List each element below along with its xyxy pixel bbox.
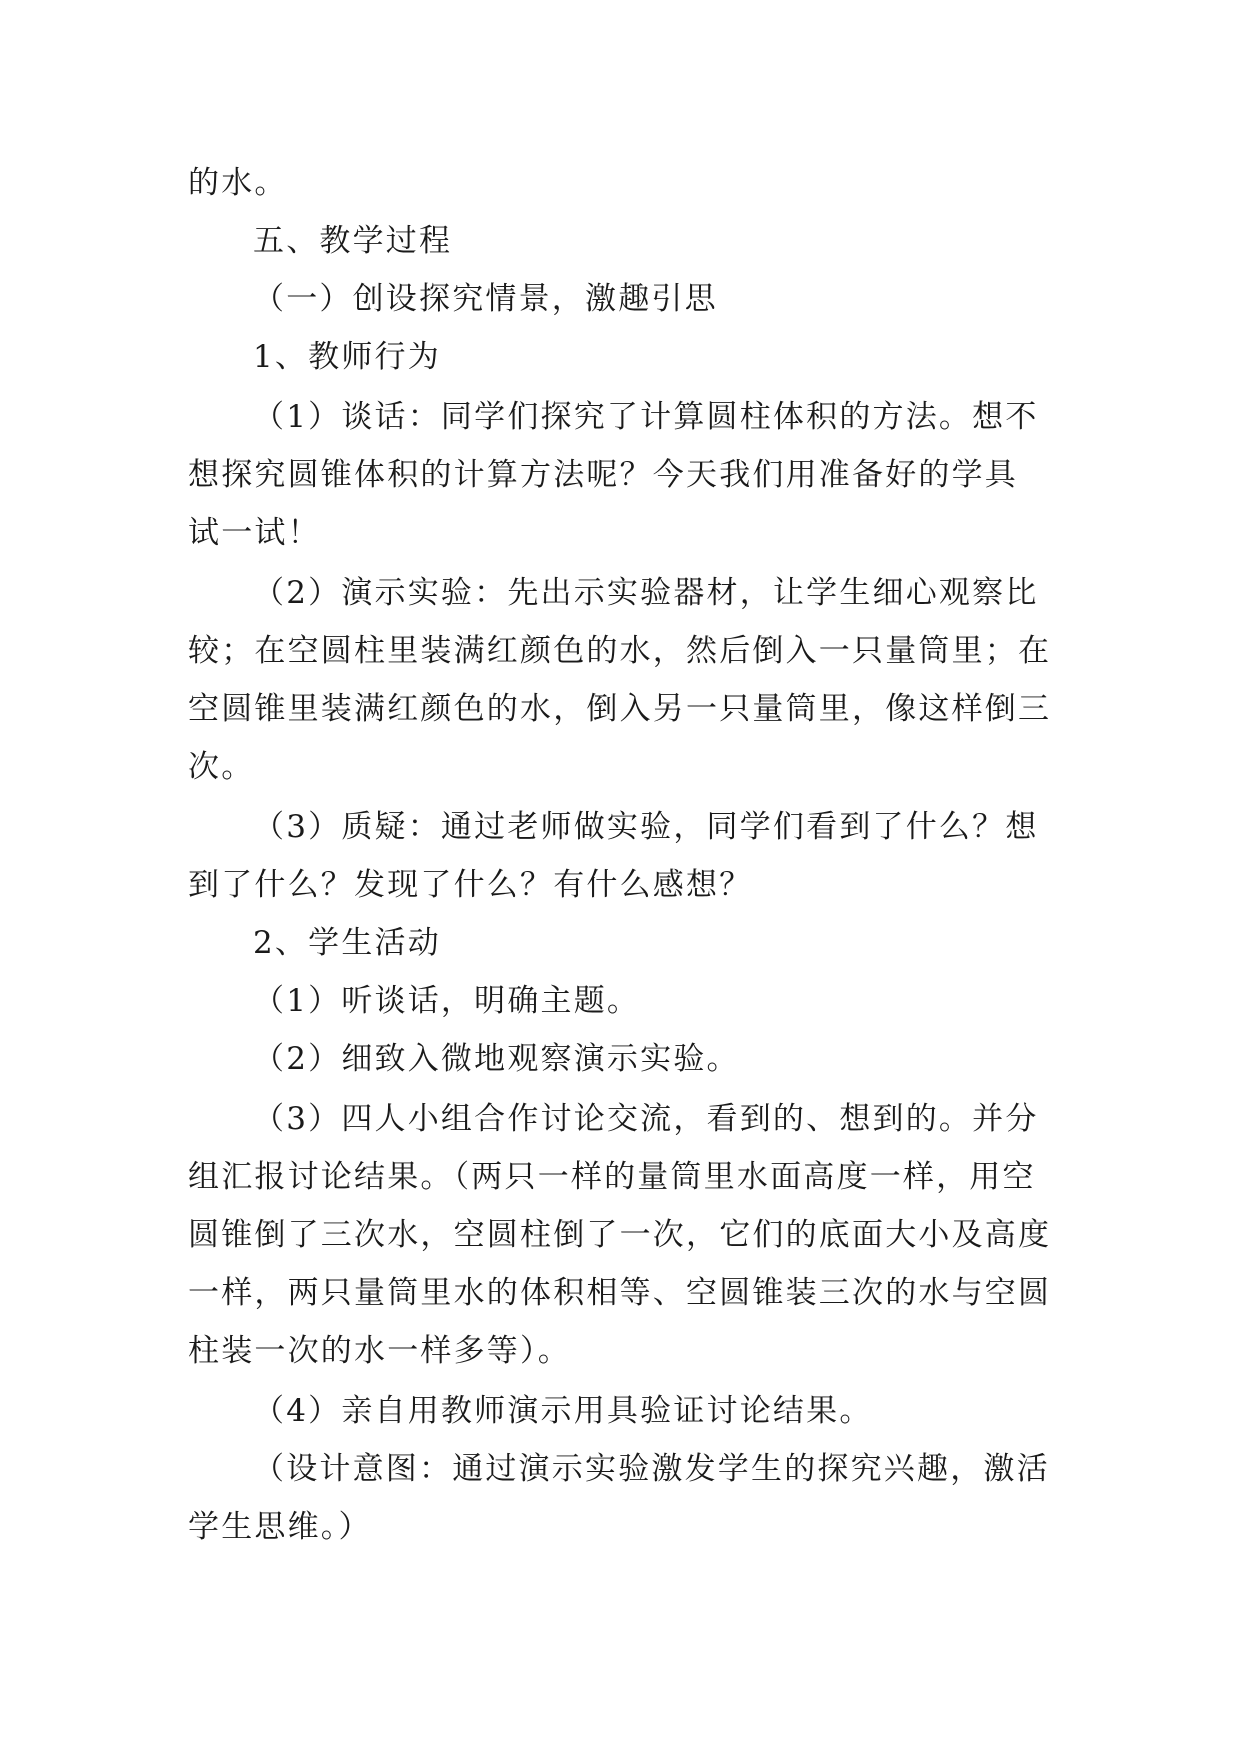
text-line: 想探究圆锥体积的计算方法呢？今天我们用准备好的学具 xyxy=(188,457,1018,493)
text-line: 较；在空圆柱里装满红颜色的水，然后倒入一只量筒里；在 xyxy=(188,633,1052,669)
item-heading: 2、学生活动 xyxy=(253,925,441,961)
text-line: 空圆锥里装满红颜色的水，倒入另一只量筒里，像这样倒三 xyxy=(188,691,1052,727)
section-heading: 五、教学过程 xyxy=(253,223,453,259)
text-line: 的水。 xyxy=(188,165,288,201)
text-line: 次。 xyxy=(188,749,255,785)
text-line: （2）细致入微地观察演示实验。 xyxy=(253,1041,740,1077)
text-line: 一样，两只量筒里水的体积相等、空圆锥装三次的水与空圆 xyxy=(188,1275,1052,1311)
subsection-heading: （一）创设探究情景，激趣引思 xyxy=(253,281,718,317)
text-line: （3）质疑：通过老师做实验，同学们看到了什么？想 xyxy=(253,809,1039,845)
text-line: 试一试！ xyxy=(188,515,321,551)
text-line: （3）四人小组合作讨论交流，看到的、想到的。并分 xyxy=(253,1101,1039,1137)
text-line: 圆锥倒了三次水，空圆柱倒了一次，它们的底面大小及高度 xyxy=(188,1217,1052,1253)
text-line: 学生思维。） xyxy=(188,1509,372,1545)
text-line: 到了什么？发现了什么？有什么感想？ xyxy=(188,867,753,903)
text-line: （设计意图：通过演示实验激发学生的探究兴趣，激活 xyxy=(253,1451,1050,1487)
text-line: （1）谈话：同学们探究了计算圆柱体积的方法。想不 xyxy=(253,399,1039,435)
text-line: 组汇报讨论结果。（两只一样的量筒里水面高度一样，用空 xyxy=(188,1159,1036,1195)
text-line: 柱装一次的水一样多等）。 xyxy=(188,1333,571,1369)
text-line: （1）听谈话，明确主题。 xyxy=(253,983,641,1019)
text-line: （2）演示实验：先出示实验器材，让学生细心观察比 xyxy=(253,575,1039,611)
item-heading: 1、教师行为 xyxy=(253,339,441,375)
text-line: （4）亲自用教师演示用具验证讨论结果。 xyxy=(253,1393,873,1429)
